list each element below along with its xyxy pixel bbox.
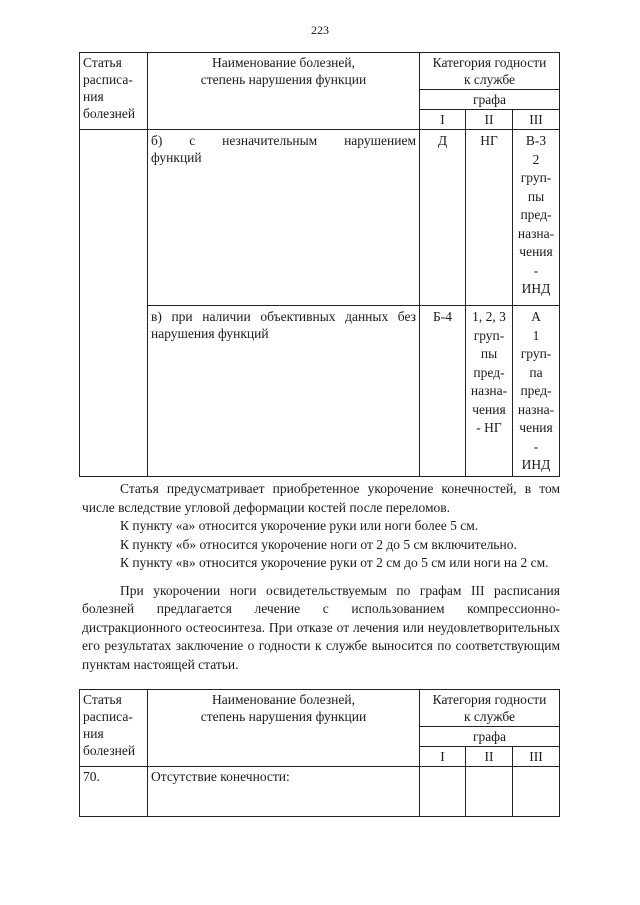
grafa-3-line: па <box>529 364 543 380</box>
grafa-2-line: пред- <box>473 364 505 380</box>
header-article-line: расписа- <box>83 72 133 87</box>
row-grafa-1: Д <box>420 130 466 306</box>
header-category-line: к службе <box>463 709 516 724</box>
row-grafa-1: Б-4 <box>420 306 466 477</box>
grafa-3-line: - <box>533 438 539 454</box>
header-col-1: I <box>420 110 466 130</box>
row-grafa-3 <box>513 130 560 306</box>
table-2 <box>79 689 560 817</box>
grafa-3-line: груп- <box>520 346 552 361</box>
paragraph: К пункту «а» относится укорочение руки или ноги более 5 см. <box>120 518 479 533</box>
row-article: 70. <box>80 767 148 817</box>
row-grafa-1 <box>420 767 466 817</box>
paragraph: Статья предусматривает приобретенное укорочение конечностей, в том числе вследствие угловой деформации костей после переломов. <box>82 481 560 515</box>
table-row <box>80 767 560 817</box>
table-header-row <box>80 690 560 727</box>
header-category <box>420 690 560 727</box>
row-name-line: б) с незначительным нарушением <box>151 133 416 148</box>
header-col-1: I <box>420 747 466 767</box>
header-article <box>80 53 148 130</box>
grafa-3-line: пред- <box>520 207 552 222</box>
grafa-3-line: ИНД <box>521 457 551 472</box>
header-col-3: III <box>513 110 560 130</box>
header-article-line: Статья <box>83 55 122 70</box>
row-name <box>148 130 420 306</box>
grafa-3-line: чения <box>519 420 553 435</box>
grafa-3-line: ИНД <box>521 281 551 296</box>
grafa-3-line: чения <box>519 244 553 259</box>
header-article-line: ния <box>83 89 104 104</box>
grafa-3-line: назна- <box>517 401 555 417</box>
header-article-line: Статья <box>83 692 122 707</box>
paragraph: К пункту «б» относится укорочение ноги от 2 до 5 см включительно. <box>120 536 517 552</box>
grafa-2-line: 1, 2, 3 <box>472 309 506 324</box>
table-row <box>80 130 560 306</box>
row-grafa-3 <box>513 306 560 477</box>
header-name-line: Наименование болезней, <box>212 692 355 707</box>
table-header-row <box>80 53 560 90</box>
row-grafa-2 <box>466 306 513 477</box>
row-grafa-3 <box>513 767 560 817</box>
header-category-line: Категория годности <box>432 55 547 70</box>
grafa-2-line: - НГ <box>476 420 502 435</box>
paragraph: К пункту «в» относится укорочение руки от 2 см до 5 см или ноги на 2 см. <box>120 555 549 570</box>
row-name <box>148 306 420 477</box>
header-article-line: болезней <box>83 106 136 121</box>
row-name-line: в) при наличии объективных данных без <box>151 309 416 324</box>
row-grafa-2 <box>466 130 513 306</box>
grafa-3-line: 1 <box>532 327 540 343</box>
header-article-line: расписа- <box>83 709 133 724</box>
header-name-line: степень нарушения функции <box>200 72 367 87</box>
row-grafa-2 <box>466 767 513 817</box>
header-grafa: графа <box>420 727 560 747</box>
grafa-3-line: А <box>531 309 541 324</box>
header-col-3: III <box>513 747 560 767</box>
grafa-3-line: - <box>533 262 539 278</box>
header-col-2: II <box>466 747 513 767</box>
grafa-3-line: В-3 <box>525 133 547 148</box>
header-name-line: степень нарушения функции <box>200 709 367 724</box>
header-category <box>420 53 560 90</box>
header-col-2: II <box>466 110 513 130</box>
header-category-line: к службе <box>463 72 516 87</box>
grafa-3-line: пы <box>527 188 545 204</box>
row-name-line: функций <box>151 150 202 165</box>
paragraph: При укорочении ноги освидетельствуемым по графам III расписания болезней предлагается лечение с использованием компрессионно-дистракционного остеосинтеза. При отказе от лечения или неудовлетворительных его результатах заключение о годности к службе выносится по соответствующим пунктам настоящей статьи. <box>82 582 560 672</box>
header-article-line: ния <box>83 726 104 741</box>
grafa-2-line: пы <box>480 346 498 361</box>
row-name-line: нарушения функций <box>151 326 269 341</box>
header-article <box>80 690 148 767</box>
grafa-2-line: НГ <box>480 133 498 148</box>
header-disease-name <box>148 690 420 767</box>
grafa-3-line: пред- <box>520 383 552 398</box>
row-name: Отсутствие конечности: <box>148 767 420 817</box>
grafa-3-line: груп- <box>520 170 552 185</box>
header-disease-name <box>148 53 420 130</box>
grafa-2-line: назна- <box>470 383 508 398</box>
page-number: 223 <box>311 23 329 37</box>
table-1 <box>79 52 560 477</box>
table-row <box>80 306 560 477</box>
header-grafa: графа <box>420 90 560 110</box>
grafa-3-line: назна- <box>517 225 555 241</box>
grafa-2-line: груп- <box>473 327 505 343</box>
grafa-3-line: 2 <box>532 151 540 167</box>
header-name-line: Наименование болезней, <box>212 55 355 70</box>
header-article-line: болезней <box>83 743 136 758</box>
grafa-2-line: чения <box>472 401 506 417</box>
header-category-line: Категория годности <box>432 692 547 707</box>
row-article <box>80 130 148 477</box>
article-text <box>82 480 560 674</box>
